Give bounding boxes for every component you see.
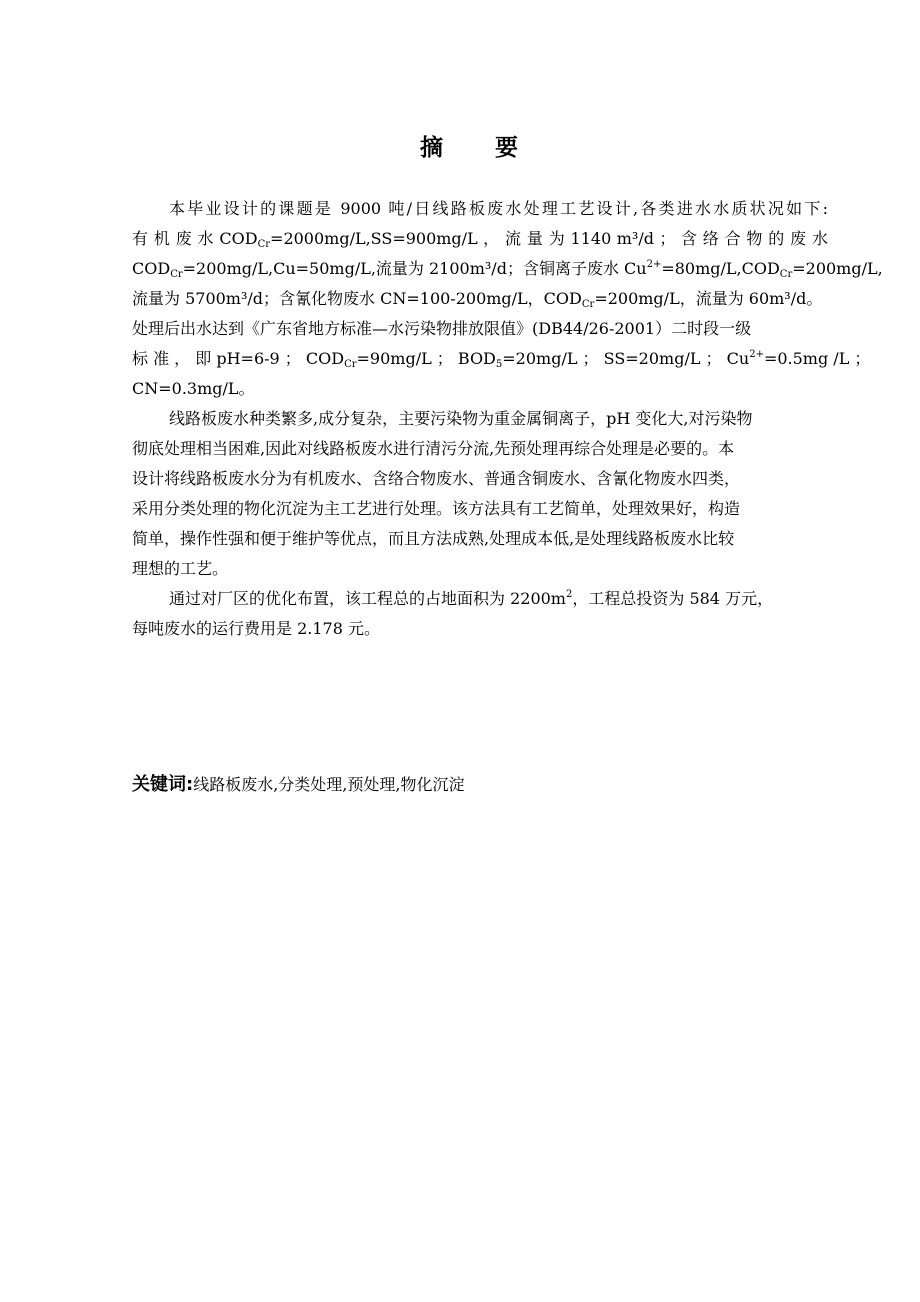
keywords-label: 关键词 xyxy=(132,774,186,795)
subscript: Cr xyxy=(170,269,183,280)
text-run: =200mg/L, xyxy=(792,259,883,278)
text-run: =0.5mg /L ； xyxy=(763,349,871,368)
text-run: =90mg/L ； BOD xyxy=(356,349,496,368)
paragraph-line xyxy=(132,344,871,374)
text-run: COD xyxy=(132,259,171,278)
subscript: Cr xyxy=(581,299,595,310)
text-run: 流量为 5700m³/d；含氰化物废水 CN=100-200mg/L，COD xyxy=(132,289,582,308)
paragraph-line: 处理后出水达到《广东省地方标准—水污染物排放限值》(DB44/26-2001）二时段一级 xyxy=(132,319,752,338)
text-run: 有 机 废 水 COD xyxy=(132,229,258,248)
subscript: Cr xyxy=(779,269,793,280)
keywords-value: 线路板废水,分类处理,预处理,物化沉淀 xyxy=(193,775,465,794)
subscript: Cr xyxy=(257,239,271,250)
paragraph-line: CN=0.3mg/L。 xyxy=(132,379,255,398)
text-run: =200mg/L,Cu=50mg/L,流量为 2100m³/d；含铜离子废水 Cu xyxy=(182,259,647,278)
text-run: =20mg/L ； SS=20mg/L ； Cu xyxy=(502,349,750,368)
paragraph-line xyxy=(132,224,828,254)
superscript: 2+ xyxy=(749,349,764,360)
text-run: 标 准 ， 即 pH=6-9 ； COD xyxy=(132,349,345,368)
keywords-colon: : xyxy=(186,774,194,795)
keywords-line xyxy=(132,770,828,800)
paragraph-line xyxy=(132,584,828,614)
superscript: 2 xyxy=(565,589,573,600)
abstract-paragraph-2 xyxy=(132,404,828,584)
paragraph-line xyxy=(132,254,883,284)
abstract-paragraph-3 xyxy=(132,584,828,644)
text-run: =2000mg/L,SS=900mg/L ， 流 量 为 1140 m³/d ； 含 络 合 物 的 废 水 xyxy=(270,229,828,248)
abstract-paragraph-1 xyxy=(132,194,883,404)
page-title: 摘 要 xyxy=(419,135,540,161)
text-run: =80mg/L,COD xyxy=(661,259,780,278)
paragraph-line xyxy=(132,284,828,314)
text-run: =200mg/L，流量为 60m³/d。 xyxy=(594,289,823,308)
text-run: 通过对厂区的优化布置，该工程总的占地面积为 2200m xyxy=(169,589,566,608)
paragraph-line: 每吨废水的运行费用是 2.178 元。 xyxy=(132,619,380,638)
paragraph-line: 采用分类处理的物化沉淀为主工艺进行处理。该方法具有工艺简单，处理效果好，构造 xyxy=(132,499,741,518)
paragraph-line: 彻底处理相当困难,因此对线路板废水进行清污分流,先预处理再综合处理是必要的。本 xyxy=(132,439,735,458)
paragraph-line: 线路板废水种类繁多,成分复杂，主要污染物为重金属铜离子，pH 变化大,对污染物 xyxy=(169,409,753,428)
paragraph-line: 设计将线路板废水分为有机废水、含络合物废水、普通含铜废水、含氰化物废水四类， xyxy=(132,469,741,488)
abstract-body xyxy=(132,194,883,644)
paragraph-line: 理想的工艺。 xyxy=(132,559,229,578)
text-run: ，工程总投资为 584 万元， xyxy=(572,589,774,608)
paragraph-line: 本毕业设计的课题是 9000 吨/日线路板废水处理工艺设计,各类进水水质状况如下: xyxy=(169,199,828,218)
subscript: Cr xyxy=(344,359,357,370)
superscript: 2+ xyxy=(646,259,662,270)
paragraph-line: 简单，操作性强和便于维护等优点，而且方法成熟,处理成本低,是处理线路板废水比较 xyxy=(132,529,735,548)
subscript: 5 xyxy=(495,359,503,370)
